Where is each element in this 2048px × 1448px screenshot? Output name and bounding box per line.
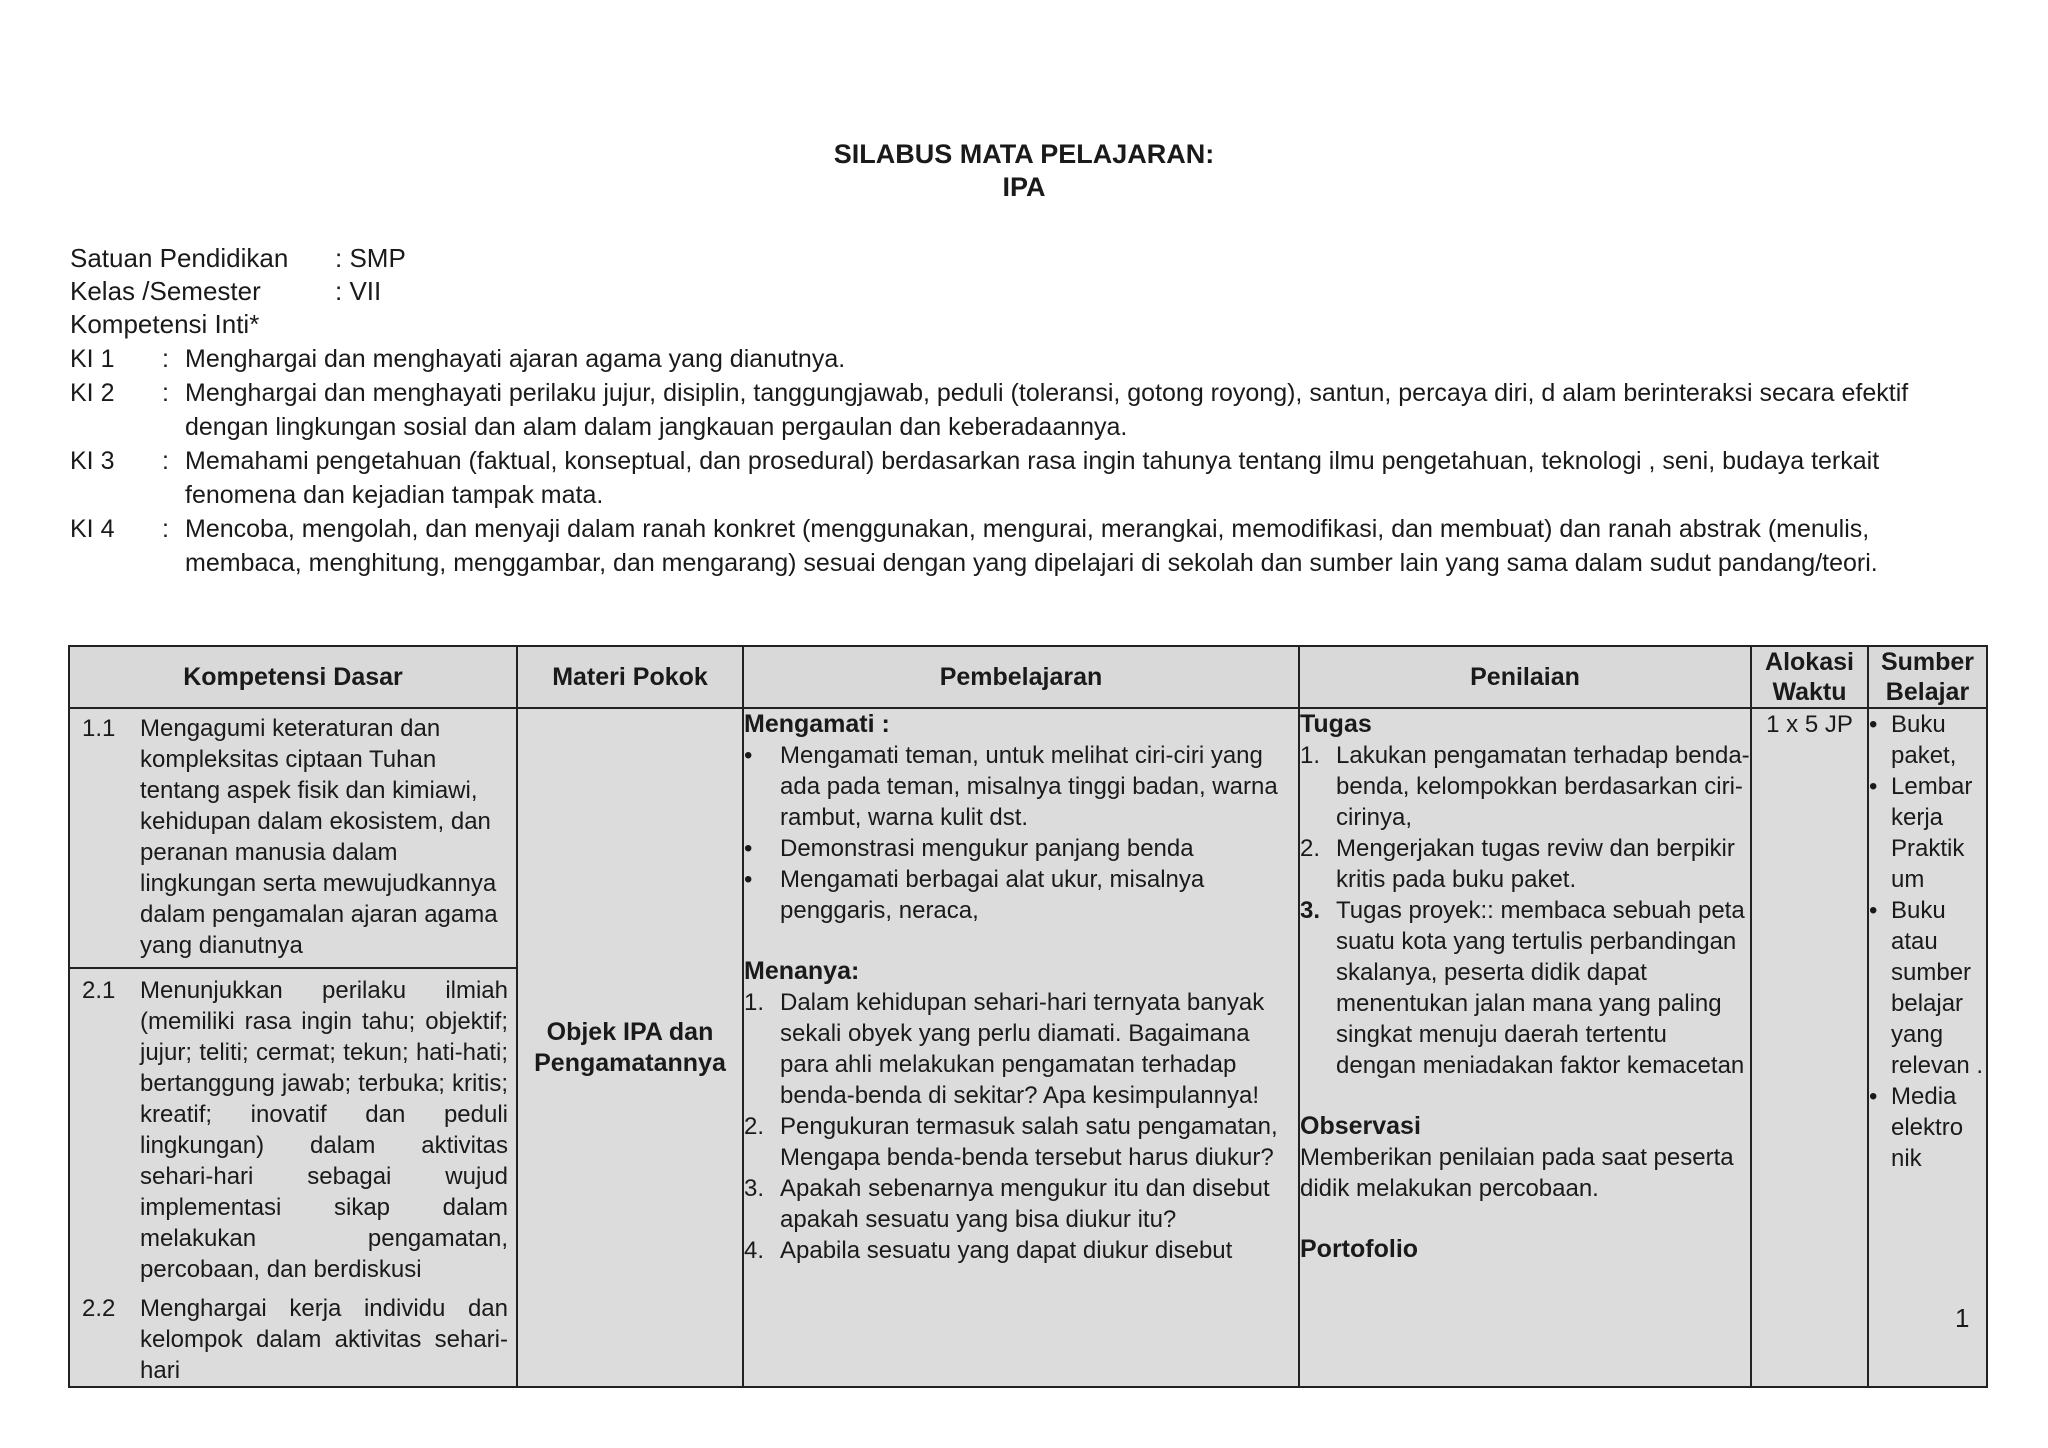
- cell-sumber-belajar: [1868, 708, 1987, 1387]
- list-item: [1300, 740, 1750, 833]
- kd-divider: [70, 967, 516, 969]
- bullet-icon: •: [1869, 711, 1878, 738]
- list-item: [744, 1235, 1298, 1266]
- kd-item: [82, 1293, 508, 1386]
- bullet-icon: •: [744, 835, 753, 862]
- portofolio-heading: Portofolio: [1300, 1235, 1419, 1263]
- materi-line-1: Objek IPA dan: [546, 1017, 714, 1046]
- list-number: 2.: [744, 1113, 765, 1140]
- list-item: [1300, 833, 1750, 895]
- kd-number: 2.2: [82, 1295, 116, 1322]
- menanya-list: [744, 987, 1298, 1266]
- bullet-icon: •: [1869, 897, 1878, 924]
- sumber-item-text: Buku atau sumber belajar yang relevan .: [1891, 897, 1984, 1079]
- menanya-heading: Menanya:: [744, 957, 860, 985]
- title-line-2: IPA: [1002, 172, 1046, 202]
- ki-row-3: [70, 444, 1990, 512]
- list-item: [744, 1111, 1298, 1173]
- list-item: [1300, 895, 1750, 1081]
- list-item-text: Mengerjakan tugas reviw dan berpikir kritis pada buku paket.: [1336, 835, 1735, 893]
- list-number: 2.: [1300, 835, 1321, 862]
- meta-satuan-value: : SMP: [335, 243, 406, 273]
- mengamati-heading: Mengamati :: [744, 710, 890, 738]
- list-item: [744, 987, 1298, 1111]
- list-item-text: Pengukuran termasuk salah satu pengamatan, Mengapa benda-benda tersebut harus diukur?: [780, 1113, 1278, 1171]
- list-item-text: Mengamati teman, untuk melihat ciri-ciri yang ada pada teman, misalnya tinggi badan, warna rambut, warna kulit dst.: [780, 742, 1278, 831]
- meta-kelas: [70, 275, 381, 308]
- header-alokasi-waktu: [1751, 646, 1868, 708]
- bullet-icon: •: [1869, 773, 1878, 800]
- ki-text: Mencoba, mengolah, dan menyaji dalam ranah konkret (menggunakan, mengurai, merangkai, memodifikasi, dan membuat) dan ranah abstrak (menulis, membaca, menghitung, menggambar, dan mengarang) sesuai dengan yang dipelajari di sekolah dan sumber lain yang sama dalam sudut pandang/teori.: [185, 515, 1878, 577]
- list-number: 4.: [744, 1237, 765, 1264]
- header-kompetensi-dasar: Kompetensi Dasar: [69, 646, 517, 708]
- ki-colon: :: [162, 515, 169, 543]
- ki-row-1: [70, 342, 1990, 376]
- kd-number: 1.1: [82, 715, 116, 742]
- list-number: 1.: [1300, 742, 1321, 769]
- meta-satuan: [70, 242, 406, 275]
- table-header-row: [69, 646, 1987, 708]
- ki-heading: Kompetensi Inti*: [70, 309, 260, 339]
- header-sumber-belajar: [1868, 646, 1987, 708]
- ki-code: KI 4: [70, 515, 115, 543]
- bullet-icon: •: [744, 866, 753, 893]
- page-number: 1: [1955, 1303, 1970, 1333]
- syllabus-table: [68, 645, 1988, 1388]
- cell-materi-pokok: [517, 708, 743, 1387]
- kd-item: [82, 713, 508, 961]
- kd-item: [82, 975, 508, 1285]
- ki-colon: :: [162, 345, 169, 373]
- observasi-text: Memberikan penilaian pada saat peserta didik melakukan percobaan.: [1300, 1144, 1734, 1202]
- sumber-item-text: Buku paket,: [1891, 711, 1957, 769]
- bullet-icon: •: [744, 742, 753, 769]
- list-item: [744, 740, 1298, 833]
- sumber-item-text: Media elektro nik: [1891, 1083, 1964, 1172]
- kd-text: Mengagumi keteraturan dan kompleksitas ciptaan Tuhan tentang aspek fisik dan kimiawi, kehidupan dalam ekosistem, dan peranan manusia dalam lingkungan serta mewujudkannya dalam pengamalan ajaran agama yang dianutnya: [140, 715, 498, 959]
- cell-penilaian: [1299, 708, 1751, 1387]
- sumber-item-text: Lembar kerja Praktik um: [1891, 773, 1973, 893]
- ki-text: Menghargai dan menghayati perilaku jujur, disiplin, tanggungjawab, peduli (toleransi, gotong royong), santun, percaya diri, d alam berinteraksi secara efektif dengan lingkungan sosial dan alam dalam jangkauan pergaulan dan keberadaannya.: [185, 379, 1909, 441]
- sumber-item: [1869, 771, 1986, 895]
- kd-text: Menghargai kerja individu dan kelompok dalam aktivitas sehari-hari: [140, 1295, 508, 1384]
- list-item: [744, 1173, 1298, 1235]
- document-title: [0, 138, 2048, 204]
- kd-number: 2.1: [82, 977, 116, 1004]
- ki-code: KI 2: [70, 379, 115, 407]
- header-belajar-line: Belajar: [1885, 678, 1970, 706]
- header-sumber-line: Sumber: [1880, 648, 1975, 676]
- ki-code: KI 3: [70, 447, 115, 475]
- header-waktu-line: Waktu: [1772, 678, 1847, 706]
- title-line-1: SILABUS MATA PELAJARAN:: [833, 139, 1215, 169]
- list-item-text: Tugas proyek:: membaca sebuah peta suatu kota yang tertulis perbandingan skalanya, peserta didik dapat menentukan jalan mana yang paling singkat menuju daerah tertentu dengan meniadakan faktor kemacetan: [1336, 897, 1745, 1079]
- tugas-heading: Tugas: [1300, 710, 1372, 738]
- sumber-item: [1869, 709, 1986, 771]
- cell-kompetensi-dasar: [69, 708, 517, 1387]
- ki-text: Memahami pengetahuan (faktual, konseptual, dan prosedural) berdasarkan rasa ingin tahunya tentang ilmu pengetahuan, teknologi , seni, budaya terkait fenomena dan kejadian tampak mata.: [185, 447, 1880, 509]
- sumber-item: [1869, 895, 1986, 1081]
- sumber-item: [1869, 1081, 1986, 1174]
- list-item-text: Apabila sesuatu yang dapat diukur disebut: [780, 1237, 1233, 1264]
- header-penilaian: Penilaian: [1299, 646, 1751, 708]
- bullet-icon: •: [1869, 1083, 1878, 1110]
- materi-line-2: Pengamatannya: [534, 1048, 726, 1077]
- list-item-text: Apakah sebenarnya mengukur itu dan disebut apakah sesuatu yang bisa diukur itu?: [780, 1175, 1270, 1233]
- meta-kelas-value: : VII: [335, 276, 382, 306]
- meta-kelas-label: Kelas /Semester: [70, 276, 261, 306]
- list-number: 3.: [1300, 897, 1321, 924]
- meta-satuan-label: Satuan Pendidikan: [70, 243, 289, 273]
- ki-code: KI 1: [70, 345, 115, 373]
- list-item-text: Lakukan pengamatan terhadap benda-benda, kelompokkan berdasarkan ciri-cirinya,: [1336, 742, 1750, 831]
- list-item-text: Dalam kehidupan sehari-hari ternyata banyak sekali obyek yang perlu diamati. Bagaimana para ahli melakukan pengamatan terhadap benda-benda di sekitar? Apa kesimpulannya!: [780, 989, 1265, 1109]
- ki-row-2: [70, 376, 1990, 444]
- cell-pembelajaran: [743, 708, 1299, 1387]
- list-number: 1.: [744, 989, 765, 1016]
- ki-row-4: [70, 512, 1990, 580]
- header-alokasi-line: Alokasi: [1765, 648, 1854, 676]
- list-number: 3.: [744, 1175, 765, 1202]
- ki-colon: :: [162, 447, 169, 475]
- cell-alokasi-waktu: 1 x 5 JP: [1751, 708, 1868, 1387]
- observasi-heading: Observasi: [1300, 1112, 1421, 1140]
- header-materi-pokok: Materi Pokok: [517, 646, 743, 708]
- list-item: [744, 864, 1298, 926]
- list-item: [744, 833, 1298, 864]
- tugas-list: [1300, 740, 1750, 1081]
- ki-colon: :: [162, 379, 169, 407]
- list-item-text: Mengamati berbagai alat ukur, misalnya penggaris, neraca,: [780, 866, 1205, 924]
- table-row: [69, 708, 1987, 1387]
- ki-text: Menghargai dan menghayati ajaran agama yang dianutnya.: [185, 345, 846, 373]
- header-pembelajaran: Pembelajaran: [743, 646, 1299, 708]
- kd-text: Menunjukkan perilaku ilmiah (memiliki rasa ingin tahu; objektif; jujur; teliti; cermat; tekun; hati-hati; bertanggung jawab; terbuka; kritis; kreatif; inovatif dan peduli lingkungan) dalam aktivitas sehari-hari sebagai wujud implementasi sikap dalam melakukan pengamatan, percobaan, dan berdiskusi: [140, 977, 508, 1283]
- list-item-text: Demonstrasi mengukur panjang benda: [780, 835, 1194, 862]
- mengamati-list: [744, 740, 1298, 926]
